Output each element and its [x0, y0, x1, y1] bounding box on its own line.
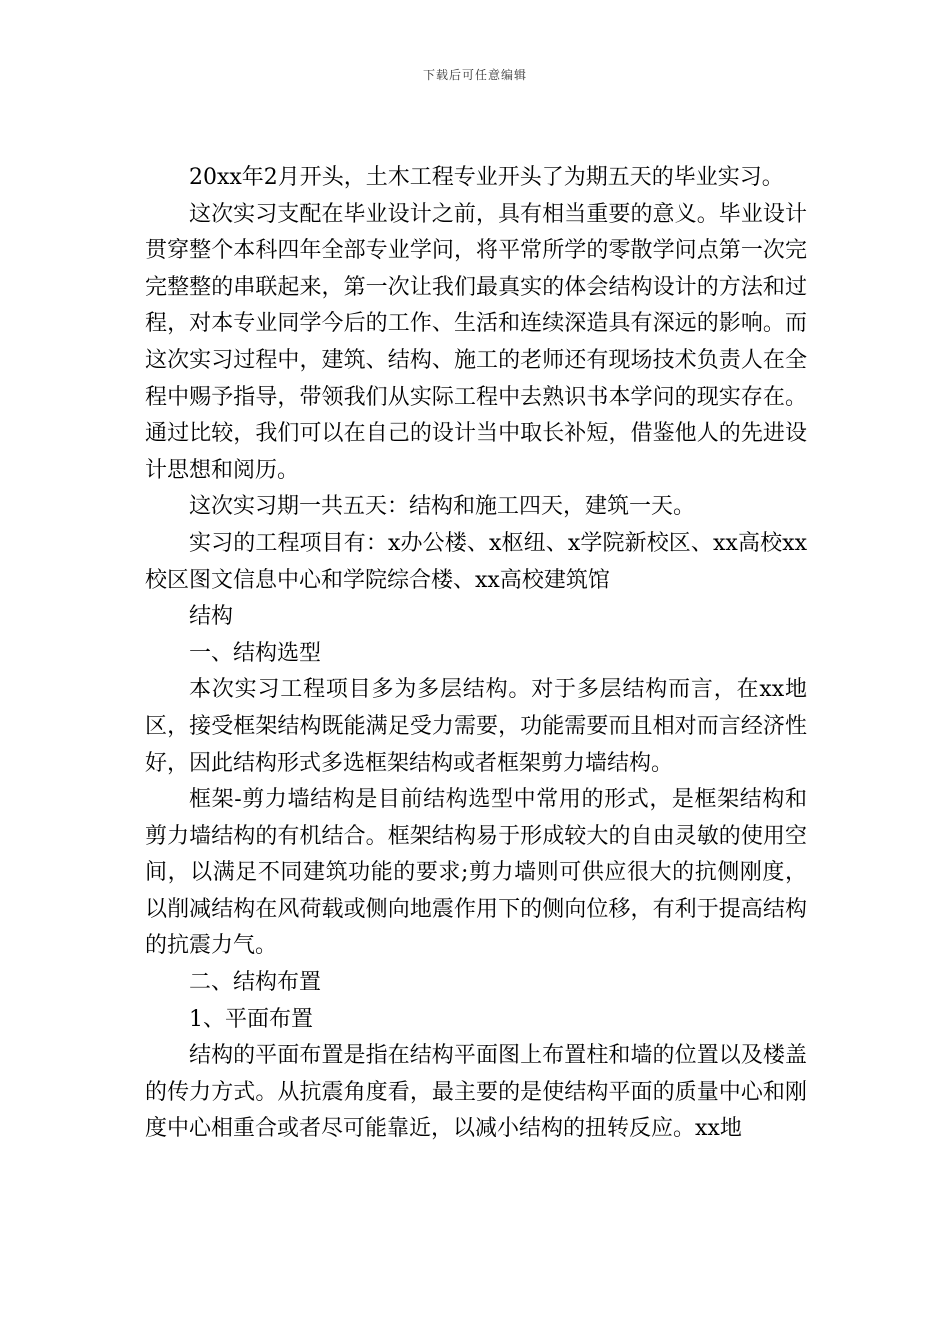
section-heading-structure: 结构 — [189, 604, 234, 630]
paragraph-intro: 20xx年2月开头，土木工程专业开头了为期五天的毕业实习。 — [189, 165, 784, 190]
paragraph-projects: 实习的工程项目有：x办公楼、x枢纽、x学院新校区、xx高校xx校区图文信息中心和学院综合楼、xx高校建筑馆 — [145, 530, 807, 593]
subsection-heading-layout: 二、结构布置 — [189, 970, 322, 996]
subsection-heading-plan-layout: 1、平面布置 — [189, 1006, 313, 1032]
subsection-heading-selection: 一、结构选型 — [189, 640, 322, 666]
page-header-note: 下载后可任意编辑 — [422, 68, 527, 82]
paragraph-significance: 这次实习支配在毕业设计之前，具有相当重要的意义。毕业设计贯穿整个本科四年全部专业学问，将平常所学的零散学问点第一次完完整整的串联起来，第一次让我们最真实的体会结构设计的方法和过程，对本专业同学今后的工作、生活和连续深造具有深远的影响。而这次实习过程中，建筑、结构、施工的老师还有现场技术负责人在全程中赐予指导，带领我们从实际工程中去熟识书本学问的现实存在。通过比较，我们可以在自己的设计当中取长补短，借鉴他人的先进设计思想和阅历。 — [145, 201, 807, 483]
paragraph-plan-layout: 结构的平面布置是指在结构平面图上布置柱和墙的位置以及楼盖的传力方式。从抗震角度看，最主要的是使结构平面的质量中心和刚度中心相重合或者尽可能靠近，以减小结构的扭转反应。xx地 — [145, 1043, 807, 1142]
paragraph-duration: 这次实习期一共五天：结构和施工四天，建筑一天。 — [189, 494, 696, 520]
paragraph-selection: 本次实习工程项目多为多层结构。对于多层结构而言，在xx地区，接受框架结构既能满足受力需要，功能需要而且相对而言经济性好，因此结构形式多选框架结构或者框架剪力墙结构。 — [145, 677, 807, 776]
paragraph-frame-shear-wall: 框架-剪力墙结构是目前结构选型中常用的形式，是框架结构和剪力墙结构的有机结合。框架结构易于形成较大的自由灵敏的使用空间，以满足不同建筑功能的要求;剪力墙则可供应很大的抗侧刚度，以削减结构在风荷载或侧向地震作用下的侧向位移，有利于提高结构的抗震力气。 — [145, 787, 807, 959]
document-body — [145, 160, 807, 1148]
